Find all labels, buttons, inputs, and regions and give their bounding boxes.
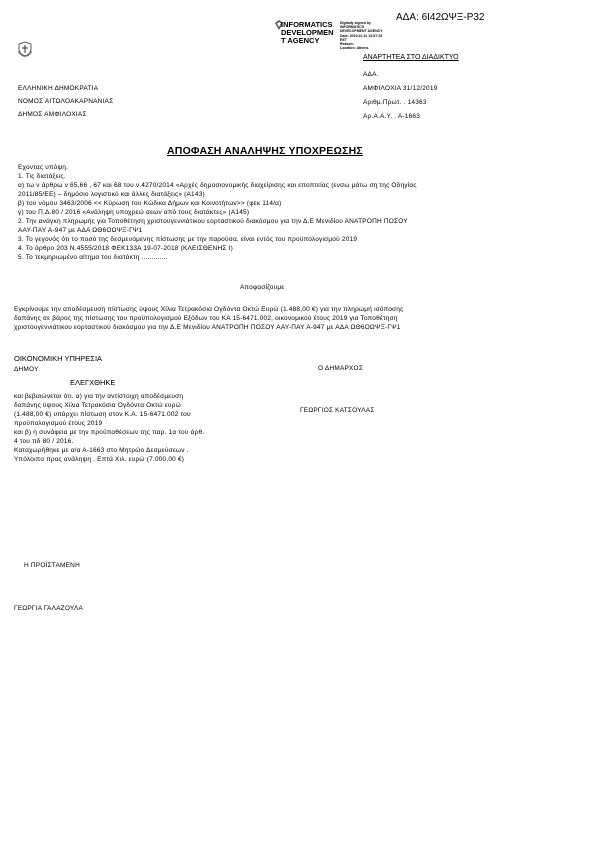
greek-emblem-icon <box>17 41 33 57</box>
signature-detail-line: INFORMATICS <box>340 25 365 30</box>
signer-line: DEVELOPMEN <box>281 28 334 37</box>
certification-line: και β) η συνάφεια με την προϋποθέσεων της παρ. 1α του άρθ. <box>14 429 205 436</box>
issuer-line: ΔΗΜΟΣ ΑΜΦΙΛΟΧΙΑΣ <box>18 111 87 118</box>
consideration-item: 4. Το άρθρο 203 Ν.4555/2018 ΦΕΚ133Α 19-07-2018 (ΚΛΕΙΣΘΕΝΗΣ Ι) <box>18 245 233 252</box>
consideration-item: α) τω ν άρθρω ν 65,66 , 67 και 68 του ν.4270/2014 «Αρχές δημοσιονομικής διαχείρισης και εποπτείας (ενσω μάτω ση της Οδηγίας <box>18 182 417 189</box>
consideration-item: 5. Το τεκμηριωμένο αίτημα του διατάκτη ............. <box>18 254 168 261</box>
issuer-block <box>18 82 113 121</box>
meta-block <box>363 68 437 124</box>
ada-code: ΑΔΑ: 6Ι42ΩΨΞ-Ρ32 <box>396 12 485 23</box>
certification-line: 4 του πδ 80 / 2016. <box>14 438 74 445</box>
decision-line: χριστουγεννιάτικου εορταστικού διακόσμου για την Δ.Ε Μενιδίου ΑΝΑΤΡΟΠΗ ΠΟΣΟΥ ΑΑΥ-ΠΑΥ Α-947 με ΑΔΑ ΩΘ6ΟΩΨΞ-ΓΨ1 <box>14 324 401 331</box>
consideration-item: 2. Την ανάγκη πληρωμής για Τοποθέτηση χριστουγεννιάτικου εορταστικού διακόσμου για την Δ.Ε Μενιδίου ΑΝΑΤΡΟΠΗ ΠΟΣΟΥ <box>18 218 408 225</box>
signature-detail-line: EET <box>340 37 347 42</box>
decide-heading: Αποφασίζουμε <box>240 284 285 291</box>
certification-line: προϋπολογισμού έτους 2019 <box>14 420 103 427</box>
head-title: Η ΠΡΟΪΣΤΑΜΕΝΗ <box>24 562 80 569</box>
finance-service-label: ΟΙΚΟΝΟΜΙΚΗ ΥΠΗΡΕΣΙΑ <box>14 354 103 363</box>
finance-certification <box>14 392 204 464</box>
consideration-item: 2011/85/ΕΕ) – δημόσιο λογιστικό και άλλες διατάξεις» (Α143) <box>18 191 205 198</box>
signature-detail-line: DEVELOPMENT AGENCY <box>340 29 383 34</box>
mayor-title: Ο ΔΗΜΑΡΧΟΣ <box>318 365 364 372</box>
signature-detail-line: Reason: <box>340 42 354 47</box>
issuer-line: ΝΟΜΟΣ ΑΙΤΩΛΟΑΚΑΡΝΑΝΙΑΣ <box>18 98 114 105</box>
checked-label: ΕΛΕΓΧΘΗΚΕ <box>70 378 116 387</box>
considerations <box>18 163 417 262</box>
digital-signature-details <box>340 21 384 50</box>
consideration-item: 3. Το γεγονός ότι το ποσό της δεσμευόμενης πίστωσης με την παρούσα, είναι εντός του προϋπολογισμού 2019 <box>18 236 358 243</box>
signature-detail-line: Location: Athens <box>340 46 369 51</box>
head-name: ΓΕΩΡΓΙΑ ΓΑΛΑΖΟΥΛΑ <box>14 605 84 612</box>
signature-detail-line: Digitally signed by <box>340 21 371 25</box>
consideration-item: ΑΑΥ-ΠΑΥ Α-947 με ΑΔΑ ΩΘ6ΟΩΨΞ-ΓΨ1 <box>18 227 143 234</box>
signer-name <box>281 21 334 45</box>
certification-line: και βεβαιώνεται ότι. α) για την αντίστοιχη αποδέσμευση <box>14 393 184 400</box>
decision-text <box>14 305 403 332</box>
issuer-line: ΕΛΛΗΝΙΚΗ ΔΗΜΟΚΡΑΤΙΑ <box>18 85 99 92</box>
meta-protocol: Αριθμ.Πρωτ. . 14363 <box>363 99 427 106</box>
considering-intro: Εχοντας υπόψη. <box>18 164 69 171</box>
decision-line: δαπάνης σε βάρος της πίστωσης του προϋπολογισμού Εξόδων του ΚΑ 15-6471.002, οικονομικού έτους 2019 για Τοποθέτηση <box>14 315 398 322</box>
consideration-item: 1. Τις διατάξεις. <box>18 173 66 180</box>
consideration-item: γ) του Π.Δ.80 / 2016 «Ανάληψη υποχρεώ σεων από τους διατάκτες» (Α145) <box>18 209 250 216</box>
certification-line: Καταχωρήθηκε με α/α Α-1663 στο Μητρώο Δεσμεύσεων . <box>14 447 189 454</box>
consideration-item: β) του νόμου 3463/2006 << Κύρωση του Κώδικα Δήμων και Κοινοτήτων>> (φεκ 114/α) <box>18 200 282 207</box>
mayor-name: ΓΕΩΡΓΙΟΣ ΚΑΤΣΟΥΛΑΣ <box>300 407 375 414</box>
meta-aay: Αρ.Α.Α.Υ. . Α-1663 <box>363 113 421 120</box>
meta-date: ΑΜΦΙΛΟΧΙΑ 31/12/2019 <box>363 85 438 92</box>
signer-line: INFORMATICS <box>281 20 333 29</box>
decision-line: Εγκρίνουμε την αποδέσμευση πίστωσης ύψους Χίλια Τετρακόσια Ογδόντα Οκτώ Ευρώ (1.488,00 €) για την πληρωμή ισόποσης <box>14 306 404 313</box>
certification-line: Υπόλοιπο προς ανάληψη . Επτά Χιλ. ευρώ (7.000,00 €) <box>14 456 185 463</box>
meta-ada: ΑΔΑ. <box>363 71 379 78</box>
signer-line: T AGENCY <box>281 36 320 45</box>
signature-detail-line: Date: 2019.12.31 13:57:33 <box>340 33 383 38</box>
certification-line: δαπάνης ύψους Χίλια Τετρακόσια Ογδόντα Οκτώ ευρώ <box>14 402 181 409</box>
certification-line: (1.488,00 €) υπάρχει πίστωση στον Κ.Α. 15-6471.002 του <box>14 411 191 418</box>
finance-municipality-label: ΔΗΜΟΥ <box>14 366 39 373</box>
posted-online-label: ΑΝΑΡΤΗΤΕΑ ΣΤΟ ΔΙΑΔΙΚΤΥΟ <box>363 54 459 61</box>
document-title: ΑΠΟΦΑΣΗ ΑΝΑΛΗΨΗΣ ΥΠΟΧΡΕΩΣΗΣ <box>167 145 363 157</box>
